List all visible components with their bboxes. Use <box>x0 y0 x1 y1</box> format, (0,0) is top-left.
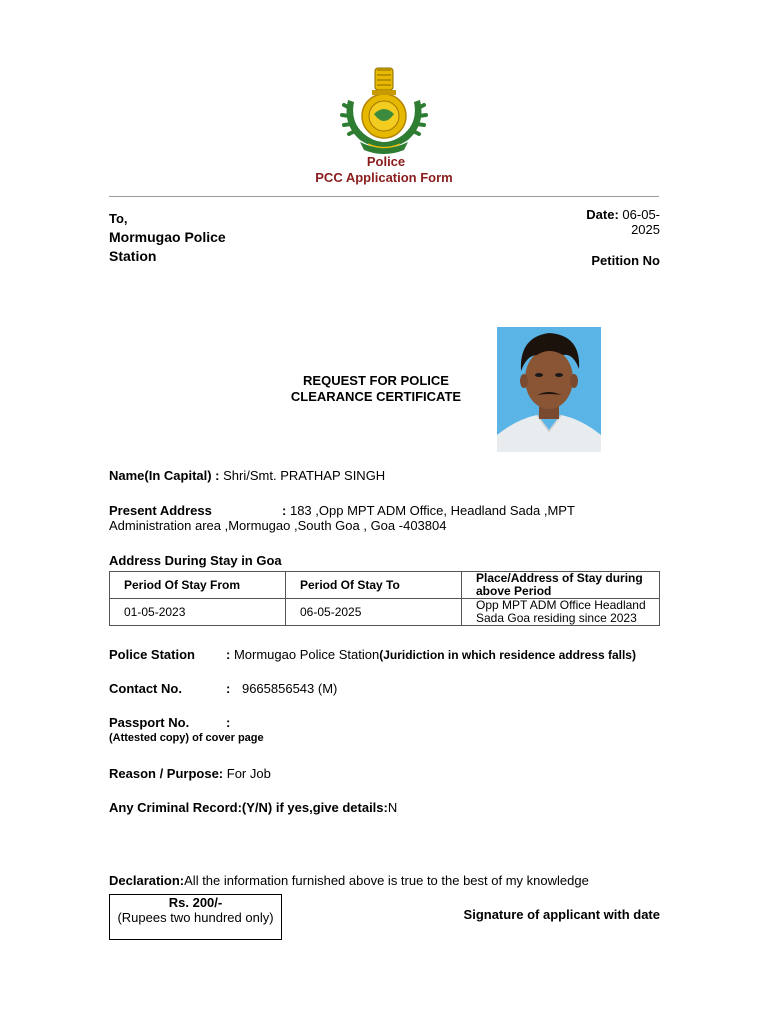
passport-label: Passport No. <box>109 715 190 730</box>
criminal-record-row <box>109 800 669 815</box>
date-value: 06-05-2025 <box>622 207 660 237</box>
stay-heading: Address During Stay in Goa <box>109 553 282 568</box>
present-address-value-line2: Administration area ,Mormugao ,South Goa , Goa -403804 <box>109 518 447 533</box>
stay-table <box>109 571 660 626</box>
table-row <box>110 599 660 626</box>
stay-header-place: Place/Address of Stay during above Period <box>462 572 660 599</box>
police-station-value: Mormugao Police Station <box>233 647 380 662</box>
police-emblem-icon <box>338 58 430 156</box>
petition-no-label: Petition No <box>591 253 660 268</box>
declaration-row <box>109 873 679 888</box>
date-block <box>560 207 660 237</box>
stay-table-header-row <box>110 572 660 599</box>
criminal-record-value: N <box>387 800 398 815</box>
signature-label: Signature of applicant with date <box>463 907 660 922</box>
contact-label: Contact No. <box>109 681 182 696</box>
present-address-colon: : <box>282 503 287 518</box>
fee-words: (Rupees two hundred only) <box>117 910 274 925</box>
passport-colon: : <box>226 715 231 730</box>
name-label: Name(In Capital) : <box>109 468 220 483</box>
declaration-label: Declaration: <box>109 873 185 888</box>
contact-colon: : <box>226 681 231 696</box>
police-station-colon: : <box>226 647 231 662</box>
request-title-line1: REQUEST FOR POLICE <box>303 373 449 388</box>
criminal-record-label: Any Criminal Record:(Y/N) if yes,give details: <box>109 800 388 815</box>
passport-row <box>109 715 669 730</box>
police-station-row <box>109 647 669 663</box>
header-form-title: PCC Application Form <box>315 170 453 185</box>
contact-value: 9665856543 (M) <box>241 681 338 696</box>
stay-header-to: Period Of Stay To <box>286 572 462 599</box>
police-station-label: Police Station <box>109 647 195 662</box>
police-station-note: (Juridiction in which residence address falls) <box>379 648 636 662</box>
present-address-value-line1: 183 ,Opp MPT ADM Office, Headland Sada ,MPT <box>289 503 575 518</box>
present-address-label: Present Address <box>109 503 212 518</box>
date-label: Date: <box>586 207 619 222</box>
request-title <box>266 373 486 405</box>
declaration-value: All the information furnished above is true to the best of my knowledge <box>184 873 589 888</box>
name-row <box>109 468 669 483</box>
fee-amount: Rs. 200/- <box>168 895 223 910</box>
stay-cell-to: 06-05-2025 <box>286 599 462 626</box>
present-address-row <box>109 503 669 518</box>
header-divider <box>109 196 659 197</box>
reason-row <box>109 766 669 781</box>
stay-cell-place: Opp MPT ADM Office Headland Sada Goa residing since 2023 <box>462 599 660 626</box>
fee-box <box>109 894 282 940</box>
request-title-line2: CLEARANCE CERTIFICATE <box>290 389 462 404</box>
name-value: Shri/Smt. PRATHAP SINGH <box>223 468 386 483</box>
applicant-photo <box>497 327 601 452</box>
addressee-station: Mormugao Police Station <box>109 229 226 264</box>
reason-value: For Job <box>223 766 271 781</box>
header-police: Police <box>366 154 406 169</box>
addressee-to: To, <box>109 211 128 226</box>
stay-cell-from: 01-05-2023 <box>110 599 286 626</box>
contact-row <box>109 681 669 696</box>
reason-label: Reason / Purpose: <box>109 766 224 781</box>
stay-header-from: Period Of Stay From <box>110 572 286 599</box>
passport-note: (Attested copy) of cover page <box>109 732 264 744</box>
